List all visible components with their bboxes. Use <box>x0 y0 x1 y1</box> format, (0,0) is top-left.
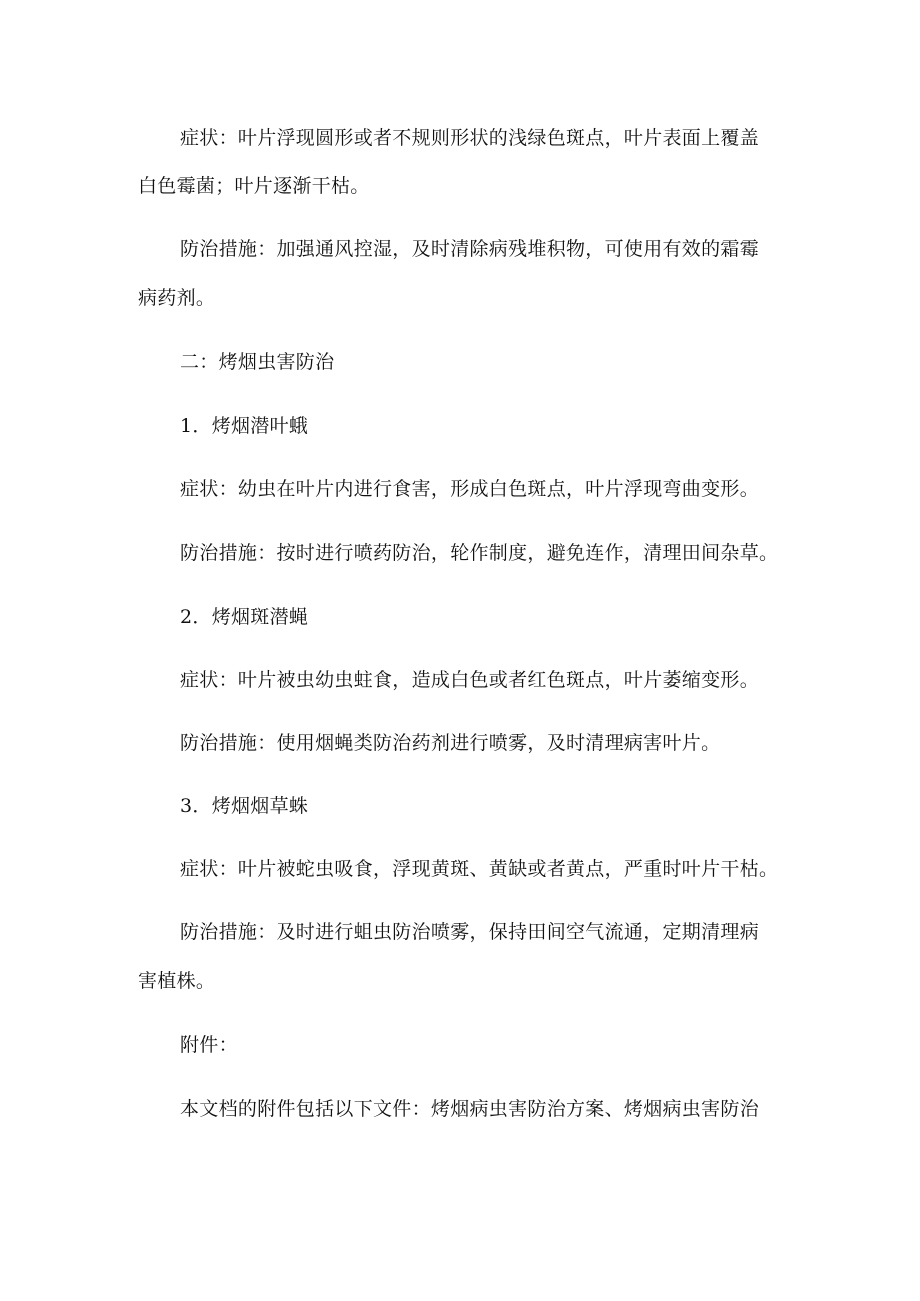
subsection-heading: 1．烤烟潜叶蛾 <box>180 415 309 437</box>
paragraph-line: 防治措施：加强通风控湿，及时清除病残堆积物，可使用有效的霜霉 <box>180 238 760 260</box>
paragraph-line: 本文档的附件包括以下文件：烤烟病虫害防治方案、烤烟病虫害防治 <box>180 1098 760 1120</box>
paragraph-line: 症状：叶片被虫幼虫蛀食，造成白色或者红色斑点，叶片萎缩变形。 <box>180 669 760 691</box>
section-heading: 二：烤烟虫害防治 <box>180 351 335 373</box>
subsection-heading: 3．烤烟烟草蛛 <box>180 795 309 817</box>
paragraph-line: 防治措施：按时进行喷药防治，轮作制度，避免连作，清理田间杂草。 <box>180 542 779 564</box>
attachment-heading: 附件： <box>180 1034 238 1056</box>
paragraph-line: 症状：幼虫在叶片内进行食害，形成白色斑点，叶片浮现弯曲变形。 <box>180 478 760 500</box>
paragraph-line: 白色霉菌；叶片逐渐干枯。 <box>138 175 370 197</box>
paragraph-line: 害植株。 <box>138 970 216 992</box>
paragraph-line: 病药剂。 <box>138 287 216 309</box>
paragraph-line: 症状：叶片被蛇虫吸食，浮现黄斑、黄缺或者黄点，严重时叶片干枯。 <box>180 858 779 880</box>
paragraph-line: 防治措施：及时进行蛆虫防治喷雾，保持田间空气流通，定期清理病 <box>180 921 760 943</box>
paragraph-line: 防治措施：使用烟蝇类防治药剂进行喷雾，及时清理病害叶片。 <box>180 732 721 754</box>
subsection-heading: 2．烤烟斑潜蝇 <box>180 606 309 628</box>
paragraph-line: 症状：叶片浮现圆形或者不规则形状的浅绿色斑点，叶片表面上覆盖 <box>180 127 760 149</box>
